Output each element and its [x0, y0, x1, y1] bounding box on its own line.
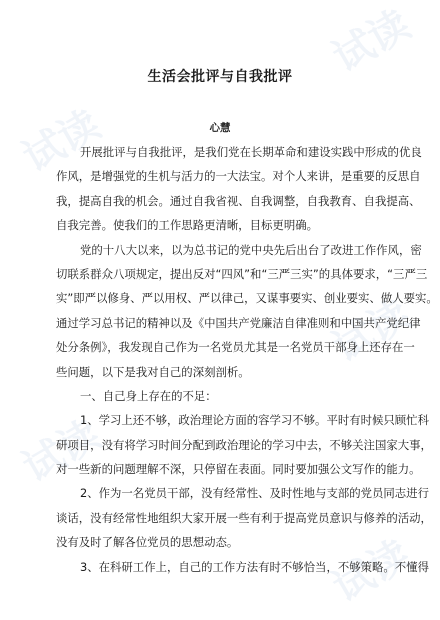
body-line: 实”即严以修身、严以用权、严以律己，又谋事要实、创业要实、做人要实。: [56, 291, 438, 306]
body-line: 研项目，没有将学习时间分配到政治理论的学习中去，不够关注国家大事，: [56, 437, 432, 452]
watermark: 试读: [325, 531, 418, 612]
body-line: 作风，是增强党的生机与活力的一大法宝。对个人来讲，是重要的反思自: [56, 169, 421, 184]
body-line: 切联系群众八项规定，提出反对“四风”和“三严三实”的具体要求，“三严三: [56, 266, 428, 281]
body-line: 对一些新的问题理解不深，只停留在表面。同时要加强公文写作的能力。: [56, 462, 421, 477]
body-line: 2、作为一名党员干部，没有经常性、及时性地与支部的党员同志进行: [80, 486, 429, 501]
watermark: 试读: [15, 411, 108, 492]
body-line: 党的十八大以来，以为总书记的党中央先后出台了改进工作作风，密: [80, 242, 422, 257]
watermark: 试读: [15, 101, 108, 182]
body-line: 通过学习总书记的精神以及《中国共产党廉洁自律准则和中国共产党纪律: [56, 315, 421, 330]
body-line: 些问题，以下是我对自己的深刻剖析。: [56, 364, 250, 379]
body-line: 我，提高自我的机会。通过自我省视、自我调整，自我教育、自我提高、: [56, 193, 421, 208]
body-line: 没有及时了解各位党员的思想动态。: [56, 535, 239, 550]
watermark: 试读: [325, 291, 418, 372]
body-line: 3、在科研工作上，自己的工作方法有时不够恰当，不够策略。不懂得: [80, 559, 429, 574]
document-author: 心慧: [209, 122, 231, 134]
body-line: 开展批评与自我批评，是我们党在长期革命和建设实践中形成的优良: [80, 145, 422, 159]
watermark: 试读: [325, 1, 418, 82]
body-line: 1、学习上还不够，政治理论方面的容学习不够。平时有时候只顾忙科: [80, 413, 429, 428]
section-heading: 一、自己身上存在的不足：: [80, 388, 217, 403]
document-title: 生活会批评与自我批评: [147, 69, 293, 85]
body-line: 处分条例》，我发现自己作为一名党员尤其是一名党员干部身上还存在一: [56, 340, 415, 355]
body-line: 谈话，没有经常性地组织大家开展一些有利于提高党员意识与修养的活动，: [56, 510, 432, 525]
body-line: 自我完善。使我们的工作思路更清晰，目标更明确。: [56, 218, 318, 233]
